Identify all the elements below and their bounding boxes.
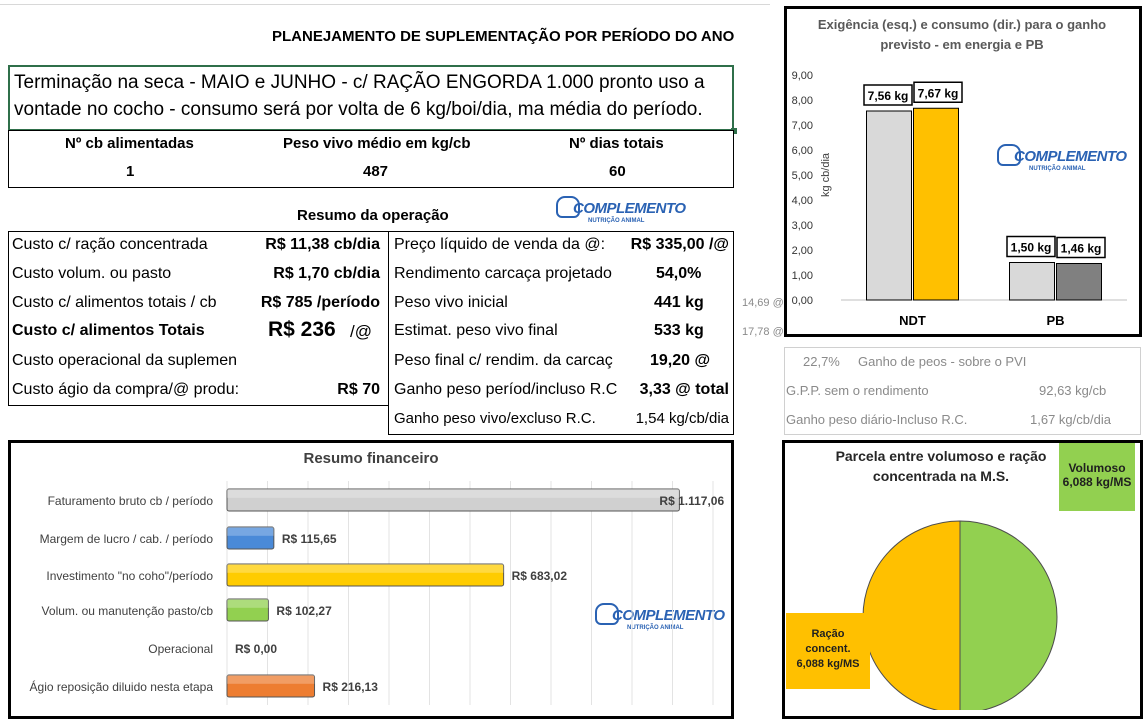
summary-right-value[interactable]: R$ 335,00 /@ [630, 236, 729, 253]
summary-right-label: Estimat. peso vivo final [394, 322, 558, 339]
summary-right-label: Peso final c/ rendim. da carcaç [394, 352, 613, 369]
days-label: Nº dias totais [569, 135, 664, 152]
financial-bar-highlight [227, 675, 315, 684]
category-label: Margem de lucro / cab. / período [39, 532, 213, 546]
y-tick-label: 2,00 [791, 245, 813, 257]
summary-right-label: Peso vivo inicial [394, 294, 508, 311]
category-label: Investimento "no coho"/período [46, 569, 213, 583]
side-value-1: 14,69 @ [742, 297, 784, 309]
data-label: 7,67 kg [917, 86, 959, 101]
sheet-gridline [0, 4, 770, 5]
bar-value-label: R$ 0,00 [235, 642, 278, 656]
summary-left-value[interactable]: R$ 785 /período [260, 294, 380, 311]
summary-left-value[interactable]: R$ 1,70 cb/dia [273, 265, 380, 282]
summary-right-value[interactable]: 54,0% [656, 265, 702, 282]
bar-value-label: R$ 1.117,06 [659, 494, 725, 508]
requirement-chart-title: Exigência (esq.) e consumo (dir.) para o ganho previsto - em energia e PB [817, 17, 1107, 52]
logo-text: COMPLEMENTO [573, 200, 686, 217]
company-logo [556, 194, 686, 230]
bar-value-label: R$ 115,65 [281, 532, 337, 546]
bar-ndt-1 [914, 108, 959, 300]
pie-label-racao-name: Ração concent. [805, 628, 851, 655]
gpp-label: G.P.P. sem o rendimento [786, 383, 929, 398]
pie-label-volumoso-name: Volumoso [1068, 461, 1126, 475]
y-tick-label: 8,00 [791, 95, 813, 107]
bar-value-label: R$ 216,13 [322, 680, 378, 694]
requirement-chart-plot [787, 9, 1133, 328]
pie-chart[interactable] [782, 440, 1143, 719]
financial-chart[interactable] [8, 440, 734, 719]
animals-value[interactable]: 1 [126, 163, 135, 180]
pie-label-volumoso-value: 6,088 kg/MS [1062, 475, 1132, 489]
summary-left-value[interactable]: R$ 70 [337, 381, 380, 398]
description-cell[interactable] [8, 65, 734, 131]
data-label: 1,46 kg [1060, 241, 1102, 256]
summary-left-label: Custo operacional da suplemen [12, 352, 238, 369]
y-tick-label: 7,00 [791, 120, 813, 132]
summary-right-value[interactable]: 441 kg [654, 294, 704, 311]
pie-slice-1 [863, 521, 960, 710]
bar-ndt-0 [867, 111, 912, 300]
y-tick-label: 5,00 [791, 170, 813, 182]
logo-tagline: NUTRIÇÃO ANIMAL [588, 218, 645, 224]
logo-text: COMPLEMENTO [1014, 148, 1127, 165]
summary-right-label: Preço líquido de venda da @: [394, 236, 606, 253]
logo-tagline: NUTRIÇÃO ANIMAL [1029, 166, 1086, 172]
y-tick-label: 6,00 [791, 145, 813, 157]
page-title: PLANEJAMENTO DE SUPLEMENTAÇÃO POR PERÍODO DO ANO [272, 28, 735, 45]
category-label: Operacional [148, 642, 213, 656]
days-value[interactable]: 60 [609, 163, 626, 180]
bar-pb-0 [1010, 263, 1055, 301]
gain-percent-value: 22,7% [803, 354, 840, 369]
side-value-2: 17,78 @ [742, 326, 784, 338]
bar-value-label: R$ 683,02 [511, 569, 568, 583]
summary-left-label: Custo ágio da compra/@ produ: [12, 381, 240, 398]
data-label: 1,50 kg [1010, 240, 1052, 255]
x-tick-label: NDT [899, 313, 926, 328]
summary-left-label: Custo c/ alimentos Totais [12, 322, 205, 339]
y-tick-label: 4,00 [791, 195, 813, 207]
pie-slice-0 [960, 521, 1057, 710]
y-tick-label: 3,00 [791, 220, 813, 232]
summary-right-label: Ganho peso períod/incluso R.C [394, 381, 618, 398]
summary-left-label: Custo c/ alimentos totais / cb [12, 294, 217, 311]
y-axis-label: kg cb/dia [820, 152, 832, 198]
financial-chart-title: Resumo financeiro [303, 450, 439, 467]
logo-text: COMPLEMENTO [612, 607, 725, 624]
requirement-chart[interactable] [784, 6, 1142, 337]
summary-left-value[interactable]: R$ 11,38 cb/dia [265, 236, 380, 253]
summary-right-value[interactable]: 19,20 @ [650, 352, 711, 369]
category-label: Ágio reposição diluido nesta etapa [29, 680, 213, 694]
description-text: Terminação na seca - MAIO e JUNHO - c/ RAÇÃO ENGORDA 1.000 pronto uso a vontade no cocho - consumo será por volta de 6 kg/boi/dia, ma média do período. [14, 72, 705, 120]
daily-gain-label: Ganho peso diário-Incluso R.C. [786, 412, 968, 427]
weight-label: Peso vivo médio em kg/cb [283, 135, 471, 152]
summary-right-label: Rendimento carcaça projetado [394, 265, 612, 282]
pie-label-racao [786, 613, 870, 689]
logo-tagline: NUTRIÇÃO ANIMAL [627, 625, 684, 631]
category-label: Volum. ou manutenção pasto/cb [41, 604, 213, 618]
daily-gain-value: 1,67 kg/cb/dia [1030, 412, 1111, 427]
summary-left-label: Custo c/ ração concentrada [12, 236, 208, 253]
financial-bar-highlight [227, 527, 274, 536]
summary-right-label: Ganho peso vivo/excluso R.C. [394, 410, 596, 427]
financial-bar-highlight [227, 489, 679, 498]
gpp-value: 92,63 kg/cb [1039, 383, 1107, 398]
pie-chart-title: Parcela entre volumoso e ração concentrada na M.S. [835, 448, 1047, 484]
x-tick-label: PB [1046, 313, 1065, 328]
summary-left-unit: /@ [350, 322, 372, 341]
y-tick-label: 9,00 [791, 70, 813, 82]
weight-value[interactable]: 487 [363, 163, 389, 180]
summary-title: Resumo da operação [297, 207, 449, 224]
pie-label-volumoso [1059, 443, 1135, 511]
data-label: 7,56 kg [867, 89, 909, 103]
bar-pb-1 [1057, 264, 1102, 301]
summary-right-value[interactable]: 3,33 @ total [639, 381, 729, 398]
category-label: Faturamento bruto cb / período [47, 494, 213, 508]
summary-left-value-big[interactable]: R$ 236 [268, 318, 336, 341]
bar-value-label: R$ 102,27 [276, 604, 332, 618]
summary-left-label: Custo volum. ou pasto [12, 265, 172, 282]
summary-right-value[interactable]: 533 kg [654, 322, 704, 339]
pie-label-racao-value: 6,088 kg/MS [796, 658, 860, 670]
financial-bar-highlight [227, 564, 504, 573]
animals-label: Nº cb alimentadas [65, 135, 194, 152]
y-tick-label: 1,00 [791, 270, 813, 282]
inputs-table [8, 130, 734, 188]
summary-right-value[interactable]: 1,54 kg/cb/dia [635, 410, 729, 427]
financial-bar-highlight [227, 599, 268, 608]
y-tick-label: 0,00 [791, 295, 813, 307]
gain-percent-label: Ganho de peos - sobre o PVI [858, 354, 1027, 369]
financial-chart-plot [11, 443, 725, 710]
